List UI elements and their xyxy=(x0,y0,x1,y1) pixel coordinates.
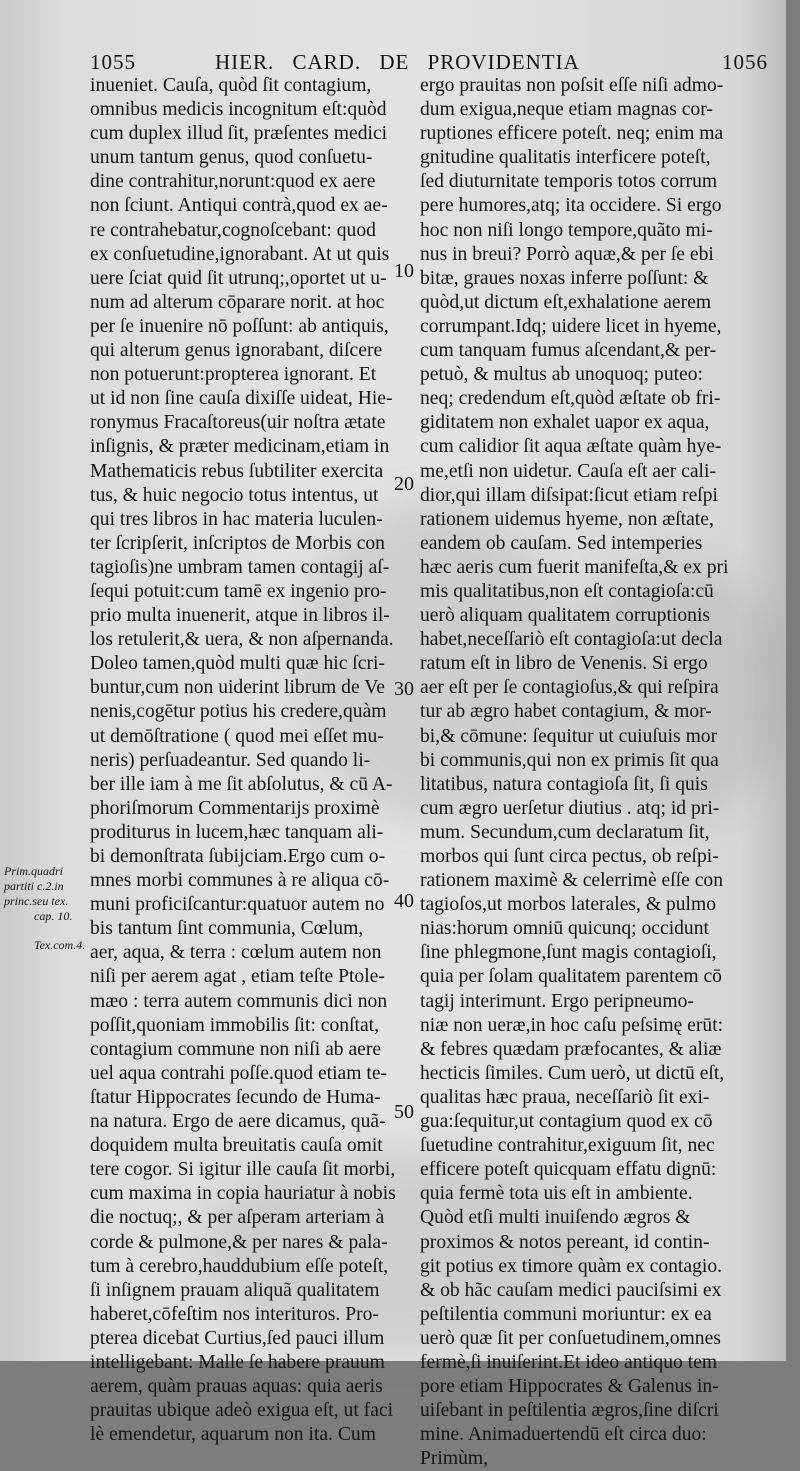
text-line: nias:horum omniū quicunq; occidunt xyxy=(420,918,709,940)
text-line: prio multa inuenerit, atque in libros il- xyxy=(90,605,390,627)
text-line: dine contrahitur,norunt:quod ex aere xyxy=(90,171,376,193)
text-line: habet,neceſſariò eſt contagioſa:ut decla xyxy=(420,629,723,651)
text-line: nus in breui? Porrò aquæ,& per ſe ebi xyxy=(420,243,714,265)
text-line: Mathematicis rebus ſubtiliter exercita xyxy=(90,460,384,482)
text-line: rationem maximè & celerrimè eſſe con xyxy=(420,870,724,892)
text-line: cum ægro uerſetur diutius . atq; id pri- xyxy=(420,797,720,819)
text-line: bi demonſtrata ſubijciam.Ergo cum o- xyxy=(90,846,386,867)
page-number-left: 1055 xyxy=(90,50,136,74)
margin-note: cap. 10. xyxy=(34,909,73,923)
text-line: bitæ, graues noxas inferre poſſunt: & xyxy=(420,267,709,289)
margin-notes xyxy=(4,938,100,953)
left-column xyxy=(90,74,408,1447)
text-line: ſequi potuit:cum tamē ex ingenio pro- xyxy=(90,580,387,602)
text-line: poſſit,quoniam immobilis ſit: conſtat, xyxy=(90,1014,379,1036)
text-line: cum maxima in copia hauriatur à nobis xyxy=(90,1183,396,1205)
running-title: HIER. CARD. DE PROVIDENTIA xyxy=(215,50,580,74)
text-line: per ſe inuenire nō poſſunt: ab antiquis, xyxy=(90,315,389,337)
text-line: muni proficiſcantur:quatuor autem no xyxy=(90,894,385,916)
text-line: intelligebant: Malle ſe habere prauum xyxy=(90,1351,385,1373)
margin-note: princ.seu tex. xyxy=(4,894,69,908)
margin-note: partiti c.2.in xyxy=(4,879,64,893)
text-line: neq; credendum eſt,quòd æſtate ob fri- xyxy=(420,388,721,410)
text-line: prauitas ubique adeò exigua eſt, ut faci xyxy=(90,1400,394,1422)
text-line: ſed diuturnitate temporis totos corrum xyxy=(420,171,718,193)
text-line: cum calidior ſit aqua æſtate quàm hye- xyxy=(420,436,722,458)
text-line: aer, aqua, & terra : cœlum autem non xyxy=(90,942,382,964)
text-line: qui tres libros in hac materia luculen- xyxy=(90,508,383,530)
text-line: ſuetudine contrahitur,exiguum ſit, nec xyxy=(420,1135,715,1157)
text-line: ergo prauitas non poſsit eſſe niſi admo- xyxy=(420,75,724,96)
text-line: contagium commune non niſi ab aere xyxy=(90,1038,382,1060)
text-line: Doleo tamen,quòd multi quæ hic ſcri- xyxy=(90,653,385,675)
text-line: phoriſmorum Commentarijs proximè xyxy=(90,797,380,819)
text-line: lè emendetur, aquarum non ita. Cum xyxy=(90,1424,376,1446)
text-line: num ad alterum cōparare norit. at hoc xyxy=(90,291,385,313)
text-line: giditatem non exhalet uapor ex aqua, xyxy=(420,412,710,434)
text-line: ut demōſtratione ( quod mei eſſet mu- xyxy=(90,725,384,747)
line-number: 30 xyxy=(394,678,414,700)
text-line: mæo : terra autem communis dici non xyxy=(90,990,388,1012)
text-line: quia per ſolam qualitatem parentem cō xyxy=(420,966,722,988)
text-line: uel aqua contrahi poſſe.quod etiam te- xyxy=(90,1062,388,1084)
text-line: litatibus, natura contagioſa ſit, ſi quis xyxy=(420,773,708,795)
text-line: me,etſi non uidetur. Cauſa eſt aer cali- xyxy=(420,460,716,482)
text-line: & febres quædam præfocantes, & aliæ xyxy=(420,1038,722,1060)
text-line: niæ non ueræ,in hoc caſu peſsimę erūt: xyxy=(420,1014,724,1036)
text-line: git potius ex timore quàm ex contagio. xyxy=(420,1255,723,1277)
text-line: Quòd etſi multi inuiſendo ægros & xyxy=(420,1207,691,1229)
text-line: inueniet. Cauſa, quòd ſit contagium, xyxy=(90,75,372,96)
text-line: Primùm, xyxy=(420,1448,489,1470)
text-line: ſi inſignem prauam aliquã qualitatem xyxy=(90,1279,380,1301)
text-line: corrumpant.Idq; uidere licet in hyeme, xyxy=(420,315,722,337)
text-line: proditurus in lucem,hæc tanquam ali- xyxy=(90,821,384,843)
text-line: fermè,ſi inuiſerint.Et ideo antiquo tem xyxy=(420,1351,718,1373)
text-line: & ob hãc cauſam medici pauciſsimi ex xyxy=(420,1279,722,1301)
text-line: non potuerunt:propterea ignorant. Et xyxy=(90,364,377,386)
text-line: uerò aliquam qualitatem corruptionis xyxy=(420,605,711,627)
text-line: aer eſt per ſe contagioſus,& qui reſpira xyxy=(420,677,719,699)
text-line: ronymus Fracaſtoreus(uir noſtra ætate xyxy=(90,412,386,434)
text-line: tagij interimunt. Ergo peripneumo- xyxy=(420,990,694,1012)
line-number: 20 xyxy=(394,473,414,495)
text-line: mum. Secundum,cum declaratum ſit, xyxy=(420,821,710,843)
text-line: dum exigua,neque etiam magnas cor- xyxy=(420,99,713,121)
text-line: rationem uidemus hyeme, non æſtate, xyxy=(420,508,714,530)
margin-note: Prim.quadri xyxy=(4,864,64,878)
text-line: mnes morbi communes à re aliqua cō- xyxy=(90,870,390,892)
text-line: ber ille iam à me ſit abſolutus, & cū A- xyxy=(90,773,393,795)
text-line: inſignis, & præter medicinam,etiam in xyxy=(90,436,390,458)
text-line: ter ſcripſerit, inſcriptos de Morbis con xyxy=(90,532,385,554)
text-line: unum tantum genus, quod conſuetu- xyxy=(90,147,373,169)
text-line: corde & pulmone,& per nares & pala- xyxy=(90,1231,388,1253)
text-line: ut id non ſine cauſa dixiſſe uideat, Hie- xyxy=(90,388,393,410)
text-line: ratum eſt in libro de Venenis. Si ergo xyxy=(420,653,708,675)
text-line: peſtilentia communi moriuntur: ex ea xyxy=(420,1303,712,1325)
text-line: efficere poteſt quicquam effatu dignū: xyxy=(420,1159,717,1181)
text-line: gua:ſequitur,ut contagium quod ex cō xyxy=(420,1111,713,1133)
text-line: neris) perſuadeantur. Sed quando li- xyxy=(90,749,371,771)
text-line: pore etiam Hippocrates & Galenus in- xyxy=(420,1376,719,1398)
text-line: ruptiones efficere poteſt. neq; enim ma xyxy=(420,123,724,145)
margin-note: Tex.com.4. xyxy=(34,938,86,952)
margin-notes xyxy=(4,864,100,924)
text-line: bis tantum ſint communia, Cœlum, xyxy=(90,918,364,940)
text-line: na natura. Ergo de aere dicamus, quã- xyxy=(90,1111,386,1133)
text-line: bi,& cōmune: ſequitur ut cuiuſuis mor xyxy=(420,725,718,747)
text-line: petuò, & multus ab unoquoq; puteo: xyxy=(420,364,703,386)
text-line: mine. Animaduertendū eſt circa duo: xyxy=(420,1424,707,1446)
text-line: morbos qui ſunt circa pectus, ob reſpi- xyxy=(420,846,719,867)
page-number-right: 1056 xyxy=(722,50,768,74)
text-line: tur ab ægro habet contagium, & mor- xyxy=(420,701,712,723)
text-line: mis qualitatibus,non eſt contagioſa:cū xyxy=(420,580,714,602)
text-line: uiſebant in peſtilentia ægros,ſine diſcri xyxy=(420,1400,719,1422)
text-line: dior,qui illam diſsipat:ſicut etiam reſpi xyxy=(420,484,718,506)
text-line: qui alterum genus ignorabant, diſcere xyxy=(90,340,383,362)
text-line: aerem, quàm prauas aquas: quia aeris xyxy=(90,1376,383,1398)
text-line: ſtatur Hippocrates ſecundo de Huma- xyxy=(90,1086,381,1108)
text-line: quia fermè tota uis eſt in ambiente. xyxy=(420,1183,693,1205)
text-line: uerò quæ ſit per conſuetudinem,omnes xyxy=(420,1327,721,1349)
text-line: hæc aeris cum fuerit manifeſta,& ex pri xyxy=(420,556,729,578)
text-line: niſi per aerem agat , etiam teſte Ptole- xyxy=(90,966,385,988)
text-line: gnitudine qualitatis interficere poteſt, xyxy=(420,147,711,169)
text-line: cum duplex illud ſit, præſentes medici xyxy=(90,123,388,145)
text-line: die noctuq;, & per aſperam arteriam à xyxy=(90,1207,385,1229)
text-line: los retulerit,& uera, & non aſpernanda. xyxy=(90,629,394,651)
text-line: buntur,cum non uiderint librum de Ve xyxy=(90,677,385,699)
text-line: eandem ob cauſam. Sed intemperies xyxy=(420,532,703,554)
right-column xyxy=(420,74,782,1471)
text-line: hoc non niſi longo tempore,quãto mi- xyxy=(420,219,713,241)
text-line: tagioſis)ne umbram tamen contagij aſ- xyxy=(90,556,390,578)
text-line: non ſciunt. Antiqui contrà,quod ex ae- xyxy=(90,195,388,217)
line-number: 50 xyxy=(394,1101,414,1123)
text-line: quòd,ut dictum eſt,exhalatione aerem xyxy=(420,291,712,313)
text-line: cum tanquam fumus aſcendant,& per- xyxy=(420,340,717,362)
text-line: re contrahebatur,cognoſcebant: quod xyxy=(90,219,376,241)
text-line: proximos & notos pereant, id contin- xyxy=(420,1231,710,1253)
text-line: tagioſos,ut morbos laterales, & pulmo xyxy=(420,894,717,916)
text-line: tere cogor. Si igitur ille cauſa ſit morbi, xyxy=(90,1159,396,1181)
line-number: 40 xyxy=(394,890,414,912)
text-line: pere humores,atq; ita occidere. Si ergo xyxy=(420,195,722,217)
text-line: hecticis ſimiles. Cum uerò, ut dictū eſt, xyxy=(420,1062,725,1084)
text-line: haberet,cōfeſtim nos interituros. Pro- xyxy=(90,1303,379,1325)
text-line: qualitas hæc praua, neceſſariò ſit exi- xyxy=(420,1086,710,1108)
text-line: tum à cerebro,hauddubium eſſe poteſt, xyxy=(90,1255,389,1277)
text-line: uere ſciat quid ſit utrunq;,oportet ut u- xyxy=(90,267,387,289)
text-line: ex conſuetudine,ignorabant. At ut quis xyxy=(90,243,390,265)
text-line: tus, & huic negocio totus intentus, ut xyxy=(90,484,379,506)
text-line: nenis,cogētur potius his credere,quàm xyxy=(90,701,387,723)
text-line: pterea dicebat Curtius,ſed pauci illum xyxy=(90,1327,385,1349)
text-line: omnibus medicis incognitum eſt:quòd xyxy=(90,99,387,121)
text-line: bi communis,qui non ex primis ſit qua xyxy=(420,749,719,771)
line-number: 10 xyxy=(394,260,414,282)
text-line: ſine phlegmone,ſunt magis contagioſi, xyxy=(420,942,717,964)
text-line: doquidem multa breuitatis cauſa omit xyxy=(90,1135,383,1157)
